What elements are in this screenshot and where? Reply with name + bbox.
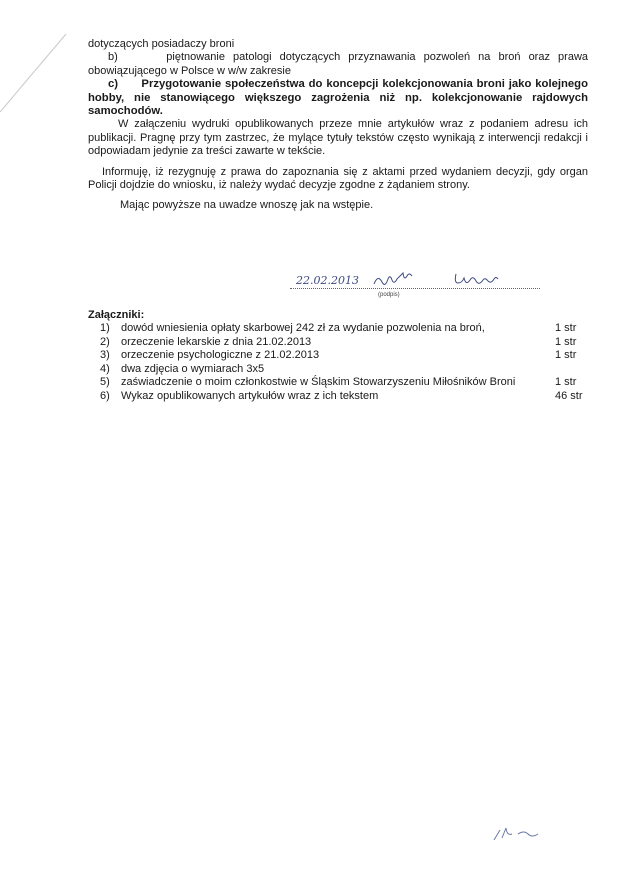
- attachment-row: [100, 336, 595, 350]
- signature-caption: (podpis): [378, 292, 400, 298]
- attachment-pages: 1 str: [555, 376, 577, 389]
- attachment-text: Wykaz opublikowanych artykułów wraz z ich tekstem: [121, 389, 379, 402]
- attachment-pages: [555, 363, 595, 377]
- attachment-row: [100, 376, 595, 390]
- attachment-text: orzeczenie psychologiczne z 21.02.2013: [121, 349, 320, 362]
- handwritten-signature: [280, 268, 560, 290]
- attachment-number: 1): [100, 322, 110, 334]
- attachment-number: 3): [100, 349, 110, 362]
- attachment-row: [100, 349, 595, 363]
- attachment-text: dowód wniesienia opłaty skarbowej 242 zł za wydanie pozwolenia na broń,: [121, 322, 485, 334]
- list-item-b: [88, 51, 588, 78]
- list-item-b-label: b): [108, 51, 118, 64]
- attachment-row: [100, 390, 595, 404]
- paragraph-attachments-note: W załączeniu wydruki opublikowanych przeze mnie artykułów wraz z podaniem adresu ich publikacji. Pragnę przy tym zastrzec, że mylące tytuły tekstów często wynikają z interwencji redakcji i odpowiadam jedynie za treści zawarte w tekście.: [88, 118, 588, 158]
- attachment-text: orzeczenie lekarskie z dnia 21.02.2013: [121, 335, 312, 348]
- letter-body: [88, 38, 588, 213]
- attachments-title: Załączniki:: [88, 309, 145, 321]
- list-item-c-text: Przygotowanie społeczeństwa do koncepcji kolekcjonowania broni jako kolejnego hobby, nie stanowiącego większego zagrożenia niż np. kolekcjonowanie rajdowych samochodów.: [88, 78, 588, 118]
- handwritten-date: 22.02.2013: [296, 274, 359, 287]
- attachment-pages: 1 str: [555, 335, 577, 348]
- handwritten-page-mark: [488, 822, 558, 846]
- attachment-row: [100, 322, 595, 336]
- attachment-text: dwa zdjęcia o wymiarach 3x5: [121, 362, 265, 375]
- list-item-c-label: c): [108, 78, 119, 91]
- attachment-pages: 46 str: [555, 389, 583, 402]
- attachment-row: [100, 363, 595, 377]
- attachment-number: 6): [100, 389, 110, 402]
- continued-line: dotyczących posiadaczy broni: [88, 38, 235, 50]
- signature-block: [280, 268, 560, 308]
- attachments-list: [100, 322, 595, 404]
- attachment-number: 5): [100, 376, 110, 389]
- signature-line: [290, 288, 540, 289]
- attachment-number: 4): [100, 362, 110, 375]
- attachment-pages: 1 str: [555, 349, 577, 362]
- attachment-text: zaświadczenie o moim członkostwie w Śląskim Stowarzyszeniu Miłośników Broni: [121, 376, 516, 389]
- paragraph-closing: Mając powyższe na uwadze wnoszę jak na wstępie.: [120, 199, 374, 212]
- attachment-pages: 1 str: [555, 322, 577, 334]
- list-item-b-text: piętnowanie patologi dotyczących przyznawania pozwoleń na broń oraz prawa obowiązującego w Polsce w w/w zakresie: [88, 51, 589, 77]
- paragraph-waiver: Informuję, iż rezygnuję z prawa do zapoznania się z aktami przed wydaniem decyzji, gdy organ Policji dojdzie do wniosku, iż należy wydać decyzje zgodne z żądaniem strony.: [88, 165, 588, 192]
- attachment-number: 2): [100, 335, 110, 348]
- list-item-c: [88, 78, 588, 118]
